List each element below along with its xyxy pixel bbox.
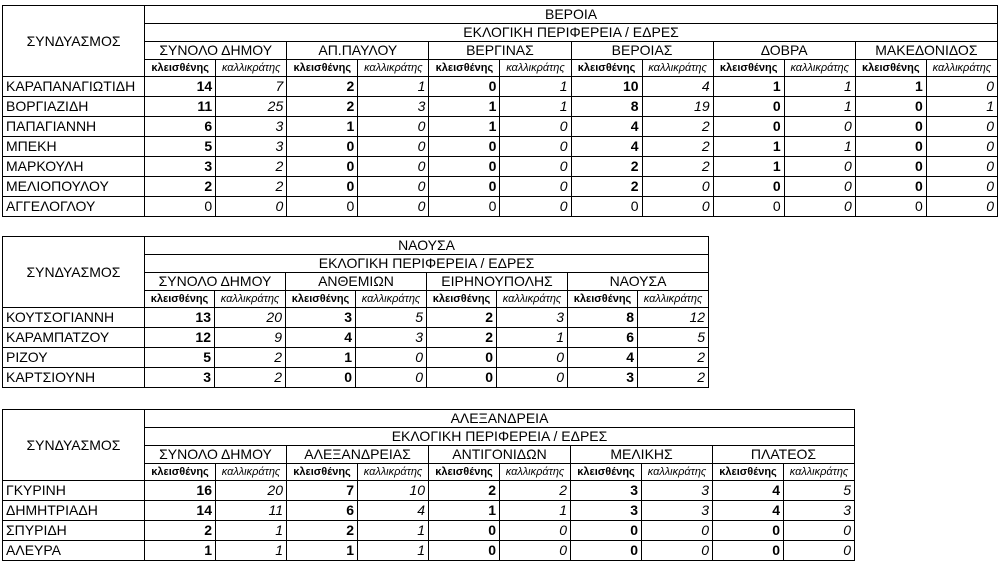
kallikratis-seats-cell: 0 [497, 348, 568, 368]
kleisthenis-seats-cell: 0 [713, 97, 784, 117]
kallikratis-seats-cell: 1 [926, 97, 997, 117]
sub-header: κλεισθένης [571, 60, 642, 77]
kallikratis-seats-cell: 0 [926, 197, 997, 217]
kleisthenis-seats-cell: 2 [571, 177, 642, 197]
kleisthenis-seats-cell: 0 [427, 348, 497, 368]
kallikratis-seats-cell: 3 [642, 501, 713, 521]
sub-header: κλεισθένης [287, 464, 358, 481]
sub-header: κλεισθένης [429, 60, 500, 77]
party-name-cell: ΚΟΥΤΣΟΓΙΑΝΝΗ [3, 308, 145, 328]
kallikratis-seats-cell: 7 [216, 77, 287, 97]
kallikratis-seats-cell: 2 [215, 348, 286, 368]
kallikratis-seats-cell: 0 [926, 137, 997, 157]
kallikratis-seats-cell: 1 [216, 541, 287, 561]
kleisthenis-seats-cell: 0 [287, 177, 358, 197]
party-name-cell: ΑΛΕΥΡΑ [3, 541, 145, 561]
kallikratis-seats-cell: 0 [784, 197, 855, 217]
kleisthenis-seats-cell: 2 [427, 308, 497, 328]
party-header: ΣΥΝΔΥΑΣΜΟΣ [3, 237, 145, 308]
kallikratis-seats-cell: 0 [926, 77, 997, 97]
party-name-cell: ΜΕΛΙΟΠΟΥΛΟΥ [3, 177, 145, 197]
kleisthenis-seats-cell: 0 [855, 117, 926, 137]
kallikratis-seats-cell: 0 [358, 117, 429, 137]
kallikratis-seats-cell: 2 [500, 481, 571, 501]
kleisthenis-seats-cell: 0 [286, 368, 356, 388]
kleisthenis-seats-cell: 12 [145, 328, 215, 348]
table-row [3, 308, 709, 328]
kallikratis-seats-cell: 0 [784, 117, 855, 137]
kleisthenis-seats-cell: 0 [855, 137, 926, 157]
kleisthenis-seats-cell: 1 [713, 157, 784, 177]
kallikratis-seats-cell: 2 [642, 157, 713, 177]
kleisthenis-seats-cell: 0 [429, 541, 500, 561]
kleisthenis-seats-cell: 2 [571, 157, 642, 177]
sub-header: κλεισθένης [429, 464, 500, 481]
party-name-cell: ΡΙΖΟΥ [3, 348, 145, 368]
kallikratis-seats-cell: 0 [926, 177, 997, 197]
kleisthenis-seats-cell: 0 [287, 137, 358, 157]
kallikratis-seats-cell: 20 [216, 481, 287, 501]
district-header: ΑΛΕΞΑΝΔΡΕΙΑΣ [287, 446, 429, 464]
kleisthenis-seats-cell: 2 [287, 97, 358, 117]
kleisthenis-seats-cell: 0 [427, 368, 497, 388]
party-name-cell: ΜΑΡΚΟΥΛΗ [3, 157, 145, 177]
party-name-cell: ΓΚΥΡΙΝΗ [3, 481, 145, 501]
area-title: ΝΑΟΥΣΑ [145, 237, 709, 255]
kleisthenis-seats-cell: 1 [286, 348, 356, 368]
kallikratis-seats-cell: 4 [358, 501, 429, 521]
kleisthenis-seats-cell: 0 [571, 521, 642, 541]
kleisthenis-seats-cell: 0 [429, 521, 500, 541]
kallikratis-seats-cell: 1 [500, 501, 571, 521]
kallikratis-seats-cell: 20 [215, 308, 286, 328]
kallikratis-seats-cell: 1 [784, 97, 855, 117]
district-header: ΑΠ.ΠΑΥΛΟΥ [287, 42, 429, 60]
kleisthenis-seats-cell: 0 [287, 197, 358, 217]
kleisthenis-seats-cell: 3 [571, 501, 642, 521]
kleisthenis-seats-cell: 14 [145, 501, 216, 521]
kallikratis-seats-cell: 0 [500, 541, 571, 561]
kleisthenis-seats-cell: 4 [571, 117, 642, 137]
kallikratis-seats-cell: 10 [358, 481, 429, 501]
sub-header: κλεισθένης [145, 464, 216, 481]
kleisthenis-seats-cell: 16 [145, 481, 216, 501]
kallikratis-seats-cell: 11 [216, 501, 287, 521]
kallikratis-seats-cell: 2 [215, 368, 286, 388]
sub-header: καλλικράτης [358, 60, 429, 77]
kleisthenis-seats-cell: 3 [145, 157, 216, 177]
kleisthenis-seats-cell: 0 [287, 157, 358, 177]
kallikratis-seats-cell: 2 [642, 117, 713, 137]
table-row [3, 177, 998, 197]
kallikratis-seats-cell: 3 [216, 137, 287, 157]
kleisthenis-seats-cell: 4 [713, 481, 784, 501]
kallikratis-seats-cell: 0 [500, 177, 571, 197]
kleisthenis-seats-cell: 1 [713, 137, 784, 157]
kallikratis-seats-cell: 2 [638, 368, 709, 388]
district-header: ΔΟΒΡΑ [713, 42, 855, 60]
party-name-cell: ΔΗΜΗΤΡΙΑΔΗ [3, 501, 145, 521]
kleisthenis-seats-cell: 2 [287, 77, 358, 97]
kallikratis-seats-cell: 0 [500, 117, 571, 137]
kallikratis-seats-cell: 0 [358, 137, 429, 157]
table-row [3, 197, 998, 217]
party-name-cell: ΠΑΠΑΓΙΑΝΝΗ [3, 117, 145, 137]
kallikratis-seats-cell: 12 [638, 308, 709, 328]
district-header: ΕΙΡΗΝΟΥΠΟΛΗΣ [427, 273, 568, 291]
sub-header: κλεισθένης [713, 60, 784, 77]
kleisthenis-seats-cell: 6 [287, 501, 358, 521]
kleisthenis-seats-cell: 8 [571, 97, 642, 117]
kleisthenis-seats-cell: 0 [429, 77, 500, 97]
kleisthenis-seats-cell: 5 [145, 348, 215, 368]
table-row [3, 481, 855, 501]
kallikratis-seats-cell: 0 [784, 521, 855, 541]
district-header: ΒΕΡΟΙΑΣ [571, 42, 713, 60]
party-name-cell: ΚΑΡΤΣΙΟΥΝΗ [3, 368, 145, 388]
kleisthenis-seats-cell: 7 [287, 481, 358, 501]
kallikratis-seats-cell: 0 [642, 177, 713, 197]
kleisthenis-seats-cell: 1 [287, 117, 358, 137]
table-row [3, 77, 998, 97]
party-header: ΣΥΝΔΥΑΣΜΟΣ [3, 6, 145, 77]
kleisthenis-seats-cell: 0 [855, 177, 926, 197]
sub-header: καλλικράτης [215, 291, 286, 308]
sub-header: κλεισθένης [286, 291, 356, 308]
kleisthenis-seats-cell: 0 [855, 197, 926, 217]
kallikratis-seats-cell: 0 [926, 117, 997, 137]
kallikratis-seats-cell: 0 [358, 157, 429, 177]
kleisthenis-seats-cell: 4 [568, 348, 638, 368]
kleisthenis-seats-cell: 3 [145, 368, 215, 388]
kleisthenis-seats-cell: 2 [427, 328, 497, 348]
sub-header: κλεισθένης [427, 291, 497, 308]
table-veroia [2, 5, 998, 217]
kleisthenis-seats-cell: 1 [287, 541, 358, 561]
sub-header: κλεισθένης [145, 291, 215, 308]
kleisthenis-seats-cell: 0 [429, 137, 500, 157]
kallikratis-seats-cell: 1 [500, 97, 571, 117]
kallikratis-seats-cell: 2 [642, 137, 713, 157]
kallikratis-seats-cell: 2 [216, 157, 287, 177]
kleisthenis-seats-cell: 0 [855, 157, 926, 177]
kleisthenis-seats-cell: 0 [429, 197, 500, 217]
table-naousa [2, 236, 709, 388]
kleisthenis-seats-cell: 2 [145, 521, 216, 541]
kleisthenis-seats-cell: 4 [713, 501, 784, 521]
kallikratis-seats-cell: 5 [784, 481, 855, 501]
kallikratis-seats-cell: 0 [926, 157, 997, 177]
kallikratis-seats-cell: 9 [215, 328, 286, 348]
kallikratis-seats-cell: 0 [642, 521, 713, 541]
sub-header: καλλικράτης [642, 60, 713, 77]
kleisthenis-seats-cell: 0 [713, 117, 784, 137]
table-row [3, 157, 998, 177]
kleisthenis-seats-cell: 1 [855, 77, 926, 97]
kallikratis-seats-cell: 5 [356, 308, 427, 328]
kallikratis-seats-cell: 0 [497, 368, 568, 388]
district-header: ΣΥΝΟΛΟ ΔΗΜΟΥ [145, 273, 286, 291]
district-header: ΣΥΝΟΛΟ ΔΗΜΟΥ [145, 42, 287, 60]
kleisthenis-seats-cell: 6 [145, 117, 216, 137]
kleisthenis-seats-cell: 4 [571, 137, 642, 157]
kallikratis-seats-cell: 1 [497, 328, 568, 348]
table-row [3, 348, 709, 368]
kallikratis-seats-cell: 4 [642, 77, 713, 97]
sub-header: καλλικράτης [216, 464, 287, 481]
kleisthenis-seats-cell: 0 [145, 197, 216, 217]
kallikratis-seats-cell: 25 [216, 97, 287, 117]
district-header: ΝΑΟΥΣΑ [568, 273, 709, 291]
kleisthenis-seats-cell: 3 [286, 308, 356, 328]
kallikratis-seats-cell: 0 [500, 157, 571, 177]
kallikratis-seats-cell: 0 [358, 197, 429, 217]
sub-header: κλεισθένης [571, 464, 642, 481]
kallikratis-seats-cell: 2 [216, 177, 287, 197]
table-row [3, 117, 998, 137]
kallikratis-seats-cell: 3 [216, 117, 287, 137]
area-title: ΒΕΡΟΙΑ [145, 6, 998, 24]
table-alexandreia [2, 409, 855, 561]
table-body [3, 481, 855, 561]
region-header: ΕΚΛΟΓΙΚΗ ΠΕΡΙΦΕΡΕΙΑ / ΕΔΡΕΣ [145, 24, 998, 42]
kleisthenis-seats-cell: 5 [145, 137, 216, 157]
kleisthenis-seats-cell: 8 [568, 308, 638, 328]
kallikratis-seats-cell: 3 [358, 97, 429, 117]
district-header: ΒΕΡΓΙΝΑΣ [429, 42, 571, 60]
area-title: ΑΛΕΞΑΝΔΡΕΙΑ [145, 410, 855, 428]
kleisthenis-seats-cell: 3 [568, 368, 638, 388]
party-header: ΣΥΝΔΥΑΣΜΟΣ [3, 410, 145, 481]
district-header: ΣΥΝΟΛΟ ΔΗΜΟΥ [145, 446, 287, 464]
table-body [3, 77, 998, 217]
kleisthenis-seats-cell: 0 [429, 157, 500, 177]
kleisthenis-seats-cell: 0 [855, 97, 926, 117]
sub-header: καλλικράτης [784, 464, 855, 481]
table-row [3, 328, 709, 348]
kleisthenis-seats-cell: 14 [145, 77, 216, 97]
district-header: ΑΝΤΙΓΟΝΙΔΩΝ [429, 446, 571, 464]
kallikratis-seats-cell: 0 [356, 348, 427, 368]
kleisthenis-seats-cell: 3 [571, 481, 642, 501]
sub-header: καλλικράτης [926, 60, 997, 77]
kleisthenis-seats-cell: 6 [568, 328, 638, 348]
kleisthenis-seats-cell: 0 [713, 521, 784, 541]
kleisthenis-seats-cell: 1 [145, 541, 216, 561]
sub-header: καλλικράτης [216, 60, 287, 77]
kleisthenis-seats-cell: 1 [429, 97, 500, 117]
kleisthenis-seats-cell: 13 [145, 308, 215, 328]
kleisthenis-seats-cell: 1 [713, 77, 784, 97]
district-header: ΑΝΘΕΜΙΩΝ [286, 273, 427, 291]
sub-header: καλλικράτης [497, 291, 568, 308]
table-row [3, 137, 998, 157]
sub-header: καλλικράτης [500, 60, 571, 77]
kleisthenis-seats-cell: 2 [145, 177, 216, 197]
sub-header: καλλικράτης [638, 291, 709, 308]
kleisthenis-seats-cell: 0 [571, 197, 642, 217]
sub-header: καλλικράτης [500, 464, 571, 481]
kallikratis-seats-cell: 2 [638, 348, 709, 368]
kallikratis-seats-cell: 0 [784, 157, 855, 177]
kallikratis-seats-cell: 3 [497, 308, 568, 328]
kleisthenis-seats-cell: 0 [713, 177, 784, 197]
kallikratis-seats-cell: 1 [216, 521, 287, 541]
table-row [3, 541, 855, 561]
kleisthenis-seats-cell: 1 [429, 501, 500, 521]
party-name-cell: ΜΠΕΚΗ [3, 137, 145, 157]
kallikratis-seats-cell: 1 [784, 77, 855, 97]
sub-header: καλλικράτης [356, 291, 427, 308]
kallikratis-seats-cell: 3 [784, 501, 855, 521]
kleisthenis-seats-cell: 2 [287, 521, 358, 541]
sub-header: κλεισθένης [568, 291, 638, 308]
party-name-cell: ΚΑΡΑΜΠΑΤΖΟΥ [3, 328, 145, 348]
table-row [3, 521, 855, 541]
district-header: ΠΛΑΤΕΟΣ [713, 446, 855, 464]
sub-header: κλεισθένης [855, 60, 926, 77]
kallikratis-seats-cell: 0 [784, 177, 855, 197]
kleisthenis-seats-cell: 0 [571, 541, 642, 561]
kallikratis-seats-cell: 0 [642, 541, 713, 561]
kallikratis-seats-cell: 0 [500, 521, 571, 541]
kallikratis-seats-cell: 0 [642, 197, 713, 217]
kallikratis-seats-cell: 3 [642, 481, 713, 501]
table-row [3, 501, 855, 521]
sub-header: καλλικράτης [358, 464, 429, 481]
sub-header: κλεισθένης [287, 60, 358, 77]
party-name-cell: ΚΑΡΑΠΑΝΑΓΙΩΤΙΔΗ [3, 77, 145, 97]
region-header: ΕΚΛΟΓΙΚΗ ΠΕΡΙΦΕΡΕΙΑ / ΕΔΡΕΣ [145, 255, 709, 273]
kallikratis-seats-cell: 0 [358, 177, 429, 197]
kleisthenis-seats-cell: 11 [145, 97, 216, 117]
district-header: ΜΑΚΕΔΟΝΙΔΟΣ [855, 42, 997, 60]
sub-header: καλλικράτης [784, 60, 855, 77]
kallikratis-seats-cell: 1 [500, 77, 571, 97]
region-header: ΕΚΛΟΓΙΚΗ ΠΕΡΙΦΕΡΕΙΑ / ΕΔΡΕΣ [145, 428, 855, 446]
kleisthenis-seats-cell: 4 [286, 328, 356, 348]
kallikratis-seats-cell: 0 [356, 368, 427, 388]
kleisthenis-seats-cell: 10 [571, 77, 642, 97]
kallikratis-seats-cell: 1 [358, 521, 429, 541]
kleisthenis-seats-cell: 0 [713, 197, 784, 217]
kleisthenis-seats-cell: 1 [429, 117, 500, 137]
kleisthenis-seats-cell: 0 [713, 541, 784, 561]
party-name-cell: ΒΟΡΓΙΑΖΙΔΗ [3, 97, 145, 117]
sub-header: κλεισθένης [145, 60, 216, 77]
sub-header: καλλικράτης [642, 464, 713, 481]
kallikratis-seats-cell: 0 [500, 197, 571, 217]
kallikratis-seats-cell: 1 [358, 77, 429, 97]
kallikratis-seats-cell: 3 [356, 328, 427, 348]
kallikratis-seats-cell: 19 [642, 97, 713, 117]
kleisthenis-seats-cell: 0 [429, 177, 500, 197]
sub-header: κλεισθένης [713, 464, 784, 481]
kallikratis-seats-cell: 0 [500, 137, 571, 157]
party-name-cell: ΣΠΥΡΙΔΗ [3, 521, 145, 541]
party-name-cell: ΑΓΓΕΛΟΓΛΟΥ [3, 197, 145, 217]
table-row [3, 368, 709, 388]
kleisthenis-seats-cell: 2 [429, 481, 500, 501]
district-header: ΜΕΛΙΚΗΣ [571, 446, 713, 464]
table-row [3, 97, 998, 117]
kallikratis-seats-cell: 1 [358, 541, 429, 561]
kallikratis-seats-cell: 0 [784, 541, 855, 561]
kallikratis-seats-cell: 5 [638, 328, 709, 348]
kallikratis-seats-cell: 0 [216, 197, 287, 217]
kallikratis-seats-cell: 1 [784, 137, 855, 157]
table-body [3, 308, 709, 388]
